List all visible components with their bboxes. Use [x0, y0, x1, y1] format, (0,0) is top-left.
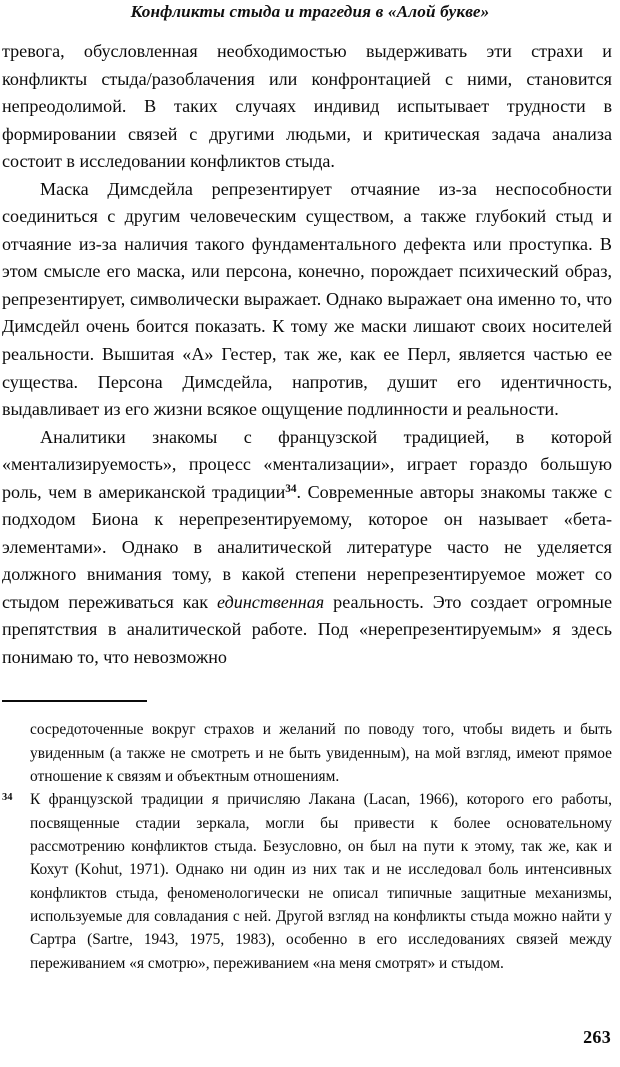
page-number: 263 — [583, 1027, 611, 1047]
paragraph-3-part-2: . Современные авторы знакомы также с подходом Биона к нерепрезентируемому, которое он называет «бета-элементами». Однако в аналитической литературе часто не уделяется должного внимания тому, в какой степени нерепрезентируемое может со стыдом переживаться как — [2, 481, 612, 612]
footnote-block — [2, 718, 612, 975]
paragraph-2: Маска Димсдейла репрезентирует отчаяние из-за неспособности соединиться с другим человеческим существом, а также глубокий стыд и отчаяние из-за наличия такого фундаментального дефекта или проступка. В этом смысле его маска, или персона, конечно, порождает психический образ, репрезентирует, символически выражает. Однако выражает она именно то, что Димсдейл очень боится показать. К тому же маски лишают своих носителей реальности. Вышитая «А» Гестер, так же, как ее Перл, является частью ее существа. Персона Димсдейла, напротив, душит его идентичность, выдавливает из его жизни всякое ощущение подлинности и реальности. — [2, 178, 612, 420]
running-head: Конфликты стыда и трагедия в «Алой букве» — [130, 2, 490, 21]
footnote-text-34: К французской традиции я причисляю Лакана (Lacan, 1966), которого его работы, посвященные стадии зеркала, могли бы привести к более основательному рассмотрению конфликтов стыда. Безусловно, он был на пути к этому, так же, как и Кохут (Kohut, 1971). Однако ни один из них так и не исследовал боль интенсивных конфликтов стыда, феноменологически не описал типичные защитные механизмы, используемые для совладания с ней. Другой взгляд на конфликты стыда можно найти у Сартра (Sartre, 1943, 1975, 1983), особенно в его исследованиях связей между переживанием «я смотрю», переживанием «на меня смотрят» и стыдом. — [30, 791, 612, 972]
footnote-continued-from-previous-page: сосредоточенные вокруг страхов и желаний по поводу того, чтобы видеть и быть увиденным (а также не смотреть и не быть увиденным), на мой взгляд, имеют прямое отношение к связям и объектным отношениям. — [30, 721, 612, 785]
footnote-item-34 — [2, 788, 612, 975]
footnote-reference-34[interactable]: 34 — [285, 482, 297, 495]
footnote-marker-34: 34 — [2, 792, 13, 804]
paragraph-3 — [2, 424, 612, 672]
footnote-area — [2, 700, 612, 975]
paragraph-3-part-1: Аналитики знакомы с французской традицией, в которой «ментализируемость», процесс «ментализации», играет гораздо большую роль, чем в американской традиции — [2, 426, 612, 502]
footnote-separator-rule — [2, 700, 147, 702]
paragraph-3-part-3: реальность. Это создает огромные препятствия в аналитической работе. Под «нерепрезентируемым» я здесь понимаю то, что невозможно — [2, 591, 612, 668]
emphasis-edinstvennaya: единственная — [217, 591, 325, 612]
paragraph-1: тревога, обусловленная необходимостью выдерживать эти страхи и конфликты стыда/разоблачения или конфронтацией с ними, становится непреодолимой. В таких случаях индивид испытывает трудности в формировании связей с другими людьми, и критическая задача анализа состоит в исследовании конфликтов стыда. — [2, 41, 612, 172]
body-text-block — [2, 38, 612, 672]
